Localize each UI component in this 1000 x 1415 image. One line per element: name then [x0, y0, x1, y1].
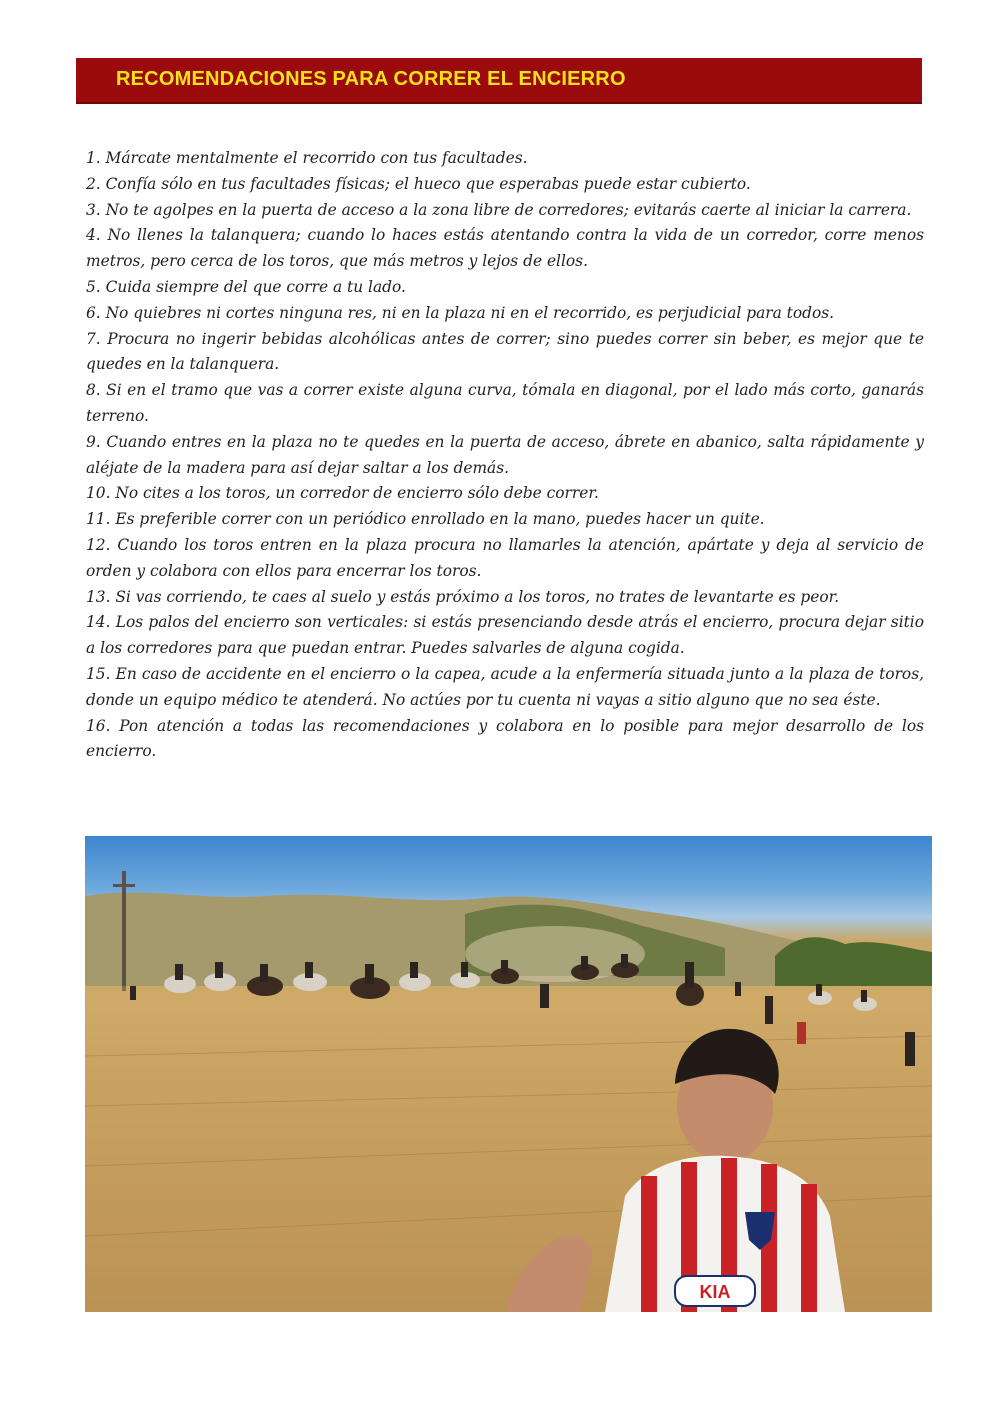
recommendation-item: 11. Es preferible correr con un periódico enrollado en la mano, puedes hacer un quite.	[86, 510, 765, 529]
recommendation-item: 5. Cuida siempre del que corre a tu lado.	[86, 277, 406, 296]
recommendation-item: 14. Los palos del encierro son verticales: si estás presenciando desde atrás el encierro, procura dejar sitio a los corredores para que puedan entrar. Puedes salvarles de alguna cogida.	[86, 613, 924, 658]
recommendation-item: 16. Pon atención a todas las recomendaciones y colabora en lo posible para mejor desarrollo de los encierro.	[86, 716, 924, 761]
recommendation-item: 3. No te agolpes en la puerta de acceso a la zona libre de corredores; evitarás caerte al iniciar la carrera.	[86, 200, 912, 219]
recommendation-item: 10. No cites a los toros, un corredor de encierro sólo debe correr.	[86, 484, 599, 503]
recommendation-item: 2. Confía sólo en tus facultades físicas; el hueco que esperabas puede estar cubierto.	[86, 174, 751, 193]
recommendation-item: 7. Procura no ingerir bebidas alcohólicas antes de correr; sino puedes correr sin beber, es mejor que te quedes en la talanquera.	[86, 329, 924, 374]
recommendation-item: 15. En caso de accidente en el encierro o la capea, acude a la enfermería situada junto a la plaza de toros, donde un equipo médico te atenderá. No actúes por tu cuenta ni vayas a sitio alguno que no sea éste.	[86, 664, 924, 709]
recommendation-item: 12. Cuando los toros entren en la plaza procura no llamarles la atención, apártate y deja al servicio de orden y colabora con ellos para encerrar los toros.	[86, 535, 924, 580]
recommendation-item: 6. No quiebres ni cortes ninguna res, ni en la plaza ni en el recorrido, es perjudicial para todos.	[86, 303, 835, 322]
page-title: RECOMENDACIONES PARA CORRER EL ENCIERRO	[116, 68, 626, 90]
shirt-logo: KIA	[699, 1282, 731, 1302]
recommendation-item: 1. Márcate mentalmente el recorrido con tus facultades.	[86, 149, 528, 167]
recommendation-item: 4. No llenes la talanquera; cuando lo haces estás atentando contra la vida de un corredor, corre menos metros, pero cerca de los toros, que más metros y lejos de ellos.	[86, 226, 924, 271]
recommendation-item: 8. Si en el tramo que vas a correr existe alguna curva, tómala en diagonal, por el lado más corto, ganarás terreno.	[86, 381, 924, 425]
photo-illustration	[85, 836, 932, 1312]
encierro-photo	[85, 836, 932, 1312]
recommendation-item: 9. Cuando entres en la plaza no te quedes en la puerta de acceso, ábrete en abanico, salta rápidamente y aléjate de la madera para así dejar saltar a los demás.	[86, 432, 924, 477]
title-banner	[76, 58, 922, 104]
recommendations-list	[86, 146, 924, 765]
recommendation-item: 13. Si vas corriendo, te caes al suelo y estás próximo a los toros, no trates de levantarte es peor.	[86, 587, 840, 606]
